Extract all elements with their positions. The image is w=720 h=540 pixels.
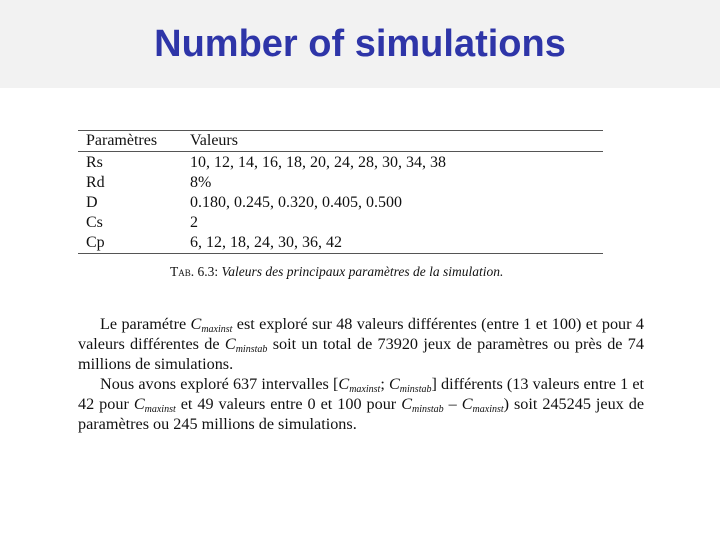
table-row [78, 193, 603, 213]
table-header-row [78, 131, 603, 152]
caption-text: Valeurs des principaux paramètres de la simulation. [218, 264, 504, 279]
param-name: Cs [86, 214, 103, 231]
p2-text-b: ] différents (13 valeurs entre 1 et 42 pour [78, 375, 645, 413]
caption-label: Tab. 6.3: [170, 264, 219, 279]
p1-text-a: Le paramétre [100, 315, 191, 333]
p1-text-c: soit un total de 73920 jeux de paramètres ou près de 74 millions de simulations. [78, 335, 644, 373]
param-value: 10, 12, 14, 16, 18, 20, 24, 28, 30, 34, 38 [190, 154, 446, 171]
parameters-table [78, 130, 603, 254]
var-cmaxinst: $C_{maxinst}$ [190, 315, 233, 335]
p2-text-c: et 49 valeurs entre 0 et 100 pour [175, 395, 402, 413]
var-cminstab: $C_{minstab}$ [401, 395, 444, 415]
param-name: Cp [86, 234, 105, 251]
p2-text-d: ) soit 245245 jeux de paramètres ou 245 millions de simulations. [78, 395, 645, 433]
param-value: 8% [190, 174, 212, 191]
p2-text-a: Nous avons exploré 637 intervalles [ [100, 375, 339, 393]
table-row [78, 152, 603, 174]
paragraph-1 [78, 314, 644, 374]
p1-text-b: est exploré sur 48 valeurs différentes (entre 1 et 100) et pour 4 valeurs différentes de [78, 315, 644, 353]
param-value: 6, 12, 18, 24, 30, 36, 42 [190, 234, 342, 251]
param-name: Rd [86, 174, 105, 191]
param-value: 0.180, 0.245, 0.320, 0.405, 0.500 [190, 194, 402, 211]
var-cminstab: $C_{minstab}$ [388, 375, 432, 395]
header-valeurs: Valeurs [190, 132, 238, 149]
table-row [78, 173, 603, 193]
param-name: Rs [86, 154, 103, 171]
table-row [78, 213, 603, 233]
paragraph-2 [78, 374, 644, 434]
var-cminstab: $C_{minstab}$ [224, 335, 268, 355]
document-excerpt [78, 130, 648, 434]
param-value: 2 [190, 214, 198, 231]
slide-title: Number of simulations [154, 23, 566, 65]
header-parametres: Paramètres [86, 132, 158, 149]
table-row [78, 233, 603, 254]
var-cmaxinst: $C_{maxinst}$ [133, 395, 176, 415]
p2-dash: – [443, 395, 462, 413]
var-cmaxinst: $C_{maxinst}$ [461, 395, 504, 415]
var-cmaxinst: $C_{maxinst}$ [338, 375, 381, 395]
table-caption [170, 264, 590, 280]
p2-separator: ; [380, 375, 389, 393]
param-name: D [86, 194, 98, 211]
